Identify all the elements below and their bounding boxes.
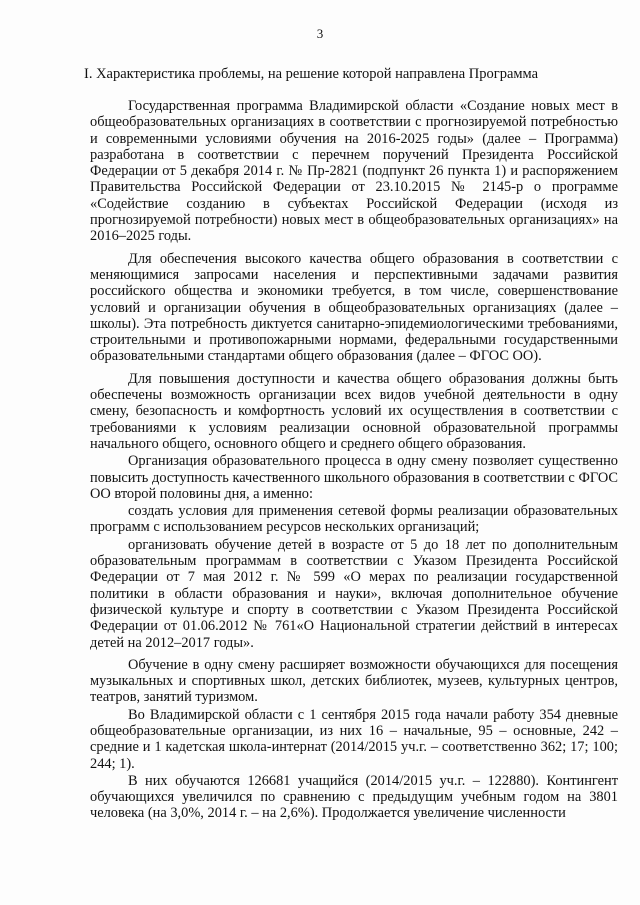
page-number: 3: [316, 26, 324, 41]
paragraph-accessibility: Для повышения доступности и качества общего образования должны быть обеспечены возможность организации всех видов учебной деятельности в одну смену, безопасность и комфортность условий их осуществления в соответствии с требованиями к условиям реализации основной образовательной программы начального общего, основного общего и среднего общего образования.: [90, 370, 618, 452]
paragraph-school-count: Во Владимирской области с 1 сентября 2015 года начали работу 354 дневные общеобразовательные организации, из них 16 – начальные, 95 – основные, 242 – средние и 1 кадетская школа-интернат (2014/2015 уч.г. – соответственно 362; 17; 100; 244; 1).: [90, 706, 618, 772]
paragraph-program-intro: Государственная программа Владимирской области «Создание новых мест в общеобразовательных организациях в соответствии с прогнозируемой потребностью и современными условиями обучения на 2016-2025 годы» (далее – Программа) разработана в соответствии с перечнем поручений Президента Российской Федерации от 5 декабря 2014 г. № Пр-2821 (подпункт 26 пункта 1) и распоряжением Правительства Российской Федерации от 23.10.2015 № 2145-р о программе «Содействие созданию в субъектах Российской Федерации (исходя из прогнозируемой потребности) новых мест в общеобразовательных организациях» на 2016–2025 годы.: [90, 98, 618, 245]
document-body: [90, 98, 618, 828]
paragraph-student-count: В них обучаются 126681 учащийся (2014/2015 уч.г. – 122880). Контингент обучающихся увеличился по сравнению с предыдущим учебным годом на 3801 человека (на 3,0%, 2014 г. – на 2,6%). Продолжается увеличение численности: [90, 772, 618, 822]
paragraph-network-form: создать условия для применения сетевой формы реализации образовательных программ с использованием ресурсов нескольких организаций;: [90, 503, 618, 536]
paragraph-single-shift-benefits: Обучение в одну смену расширяет возможности обучающихся для посещения музыкальных и спортивных школ, детских библиотек, музеев, культурных центров, театров, занятий туризмом.: [90, 656, 618, 706]
paragraph-quality-conditions: Для обеспечения высокого качества общего образования в соответствии с меняющимися запросами населения и перспективными задачами развития российского общества и экономики требуется, в том числе, совершенствование условий и организации обучения в общеобразовательных организациях (далее – школы). Эта потребность диктуется санитарно-эпидемиологическими требованиями, строительными и противопожарными нормами, федеральными государственными образовательными стандартами общего образования (далее – ФГОС ОО).: [90, 250, 618, 365]
section-heading: I. Характеристика проблемы, на решение которой направлена Программа: [84, 66, 539, 82]
paragraph-additional-education: организовать обучение детей в возрасте от 5 до 18 лет по дополнительным образовательным программам в соответствии с Указом Президента Российской Федерации от 7 мая 2012 г. № 599 «О мерах по реализации государственной политики в области образования и науки», включая дополнительное обучение физической культуре и спорту в соответствии с Указом Президента Российской Федерации от 01.06.2012 № 761«О Национальной стратегии действий в интересах детей на 2012–2017 годы».: [90, 536, 618, 651]
paragraph-single-shift: Организация образовательного процесса в одну смену позволяет существенно повысить доступность качественного школьного образования в соответствии с ФГОС ОО второй половины дня, а именно:: [90, 453, 618, 502]
